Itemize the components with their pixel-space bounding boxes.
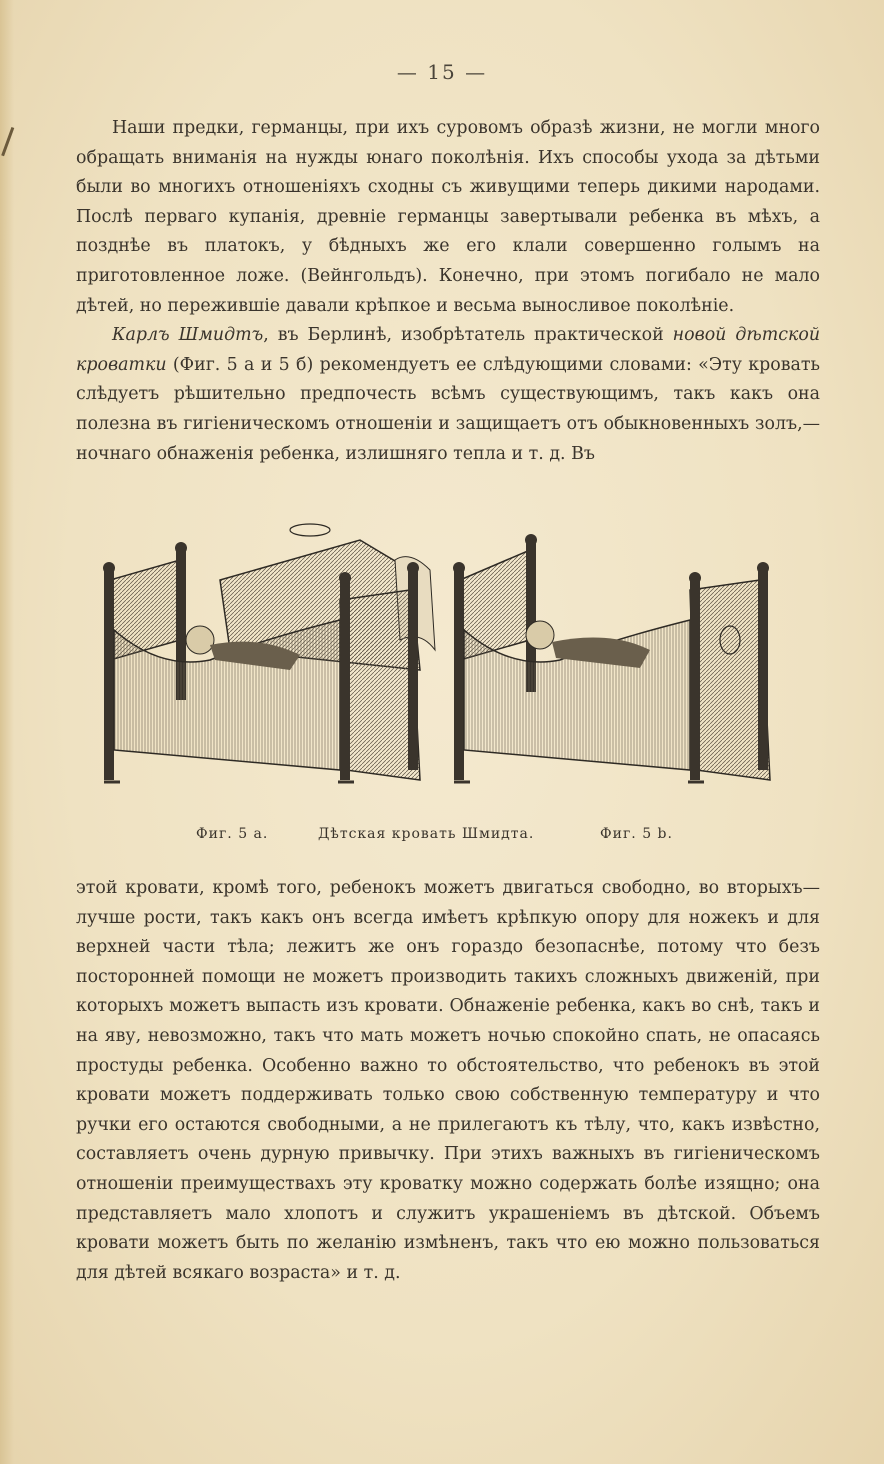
caption-fig-a: Фиг. 5 а.	[196, 826, 269, 842]
crib-a	[103, 524, 435, 782]
text-block-bottom	[76, 874, 820, 1288]
crib-b-post-foot	[758, 570, 768, 770]
text-block-top	[76, 114, 820, 469]
crib-b-post-front	[690, 580, 700, 780]
caption-title: Дѣтская кровать Шмидта.	[318, 826, 535, 842]
paragraph-germans: Наши предки, германцы, при ихъ суровомъ образѣ жизни, не могли много обращать вниманія на нужды юнаго поколѣнія. Ихъ способы ухода за дѣтьми были во многихъ отношеніяхъ сходны съ живущими теперь дикими народами. Послѣ перваго купанія, древніе германцы завертывали ребенка въ мѣхъ, а позднѣе въ платокъ, у бѣдныхъ же его клали совершенно голымъ на приготовленное ложе. (Вейнгольдъ). Конечно, при этомъ погибало не мало дѣтей, но пережившіе давали крѣпкое и весьма выносливое поколѣніе.	[76, 118, 820, 316]
paragraph-schmidt-part2: (Фиг. 5 а и 5 б) рекомендуетъ ее слѣдующими словами: «Эту кровать слѣдуетъ рѣшительно предпочесть всѣмъ существующимъ, такъ какъ она полезна въ гигіеническомъ отношеніи и защищаетъ отъ обыкновенныхъ золъ,—ночнаго обнаженія ребенка, излишняго тепла и т. д. Въ	[76, 354, 820, 464]
crib-a-post-front	[340, 580, 350, 780]
crib-b-baby-head	[526, 621, 554, 649]
page-number: — 15 —	[396, 60, 488, 84]
crib-a-post-foot	[408, 570, 418, 770]
figure-caption	[0, 826, 884, 850]
author-name: Карлъ Шмидтъ	[112, 325, 264, 346]
bed-name: новой дѣтской кроватки	[76, 325, 821, 375]
page-edge-shadow	[0, 0, 14, 1464]
figure-cribs	[90, 520, 790, 820]
paragraph-schmidt-part1: , въ Берлинѣ, изобрѣтатель практической	[263, 325, 673, 346]
paragraph-schmidt	[76, 321, 820, 469]
crib-b-post-left	[454, 570, 464, 780]
crib-a-post-left	[104, 570, 114, 780]
crib-a-bow	[290, 524, 330, 536]
crib-a-baby-head	[186, 626, 214, 654]
crib-illustration	[90, 520, 790, 820]
caption-fig-b: Фиг. 5 b.	[600, 826, 673, 842]
paragraph-continuation: этой кровати, кромѣ того, ребенокъ можетъ двигаться свободно, во вторыхъ—лучше рости, такъ какъ онъ всегда имѣетъ крѣпкую опору для ножекъ и для верхней части тѣла; лежитъ же онъ гораздо безопаснѣе, потому что безъ посторонней помощи не можетъ производить такихъ сложныхъ движеній, при которыхъ можетъ выпасть изъ кровати. Обнаженіе ребенка, какъ во снѣ, такъ и на яву, невозможно, такъ что мать можетъ ночью спокойно спать, не опасаясь простуды ребенка. Особенно важно то обстоятельство, что ребенокъ въ этой кровати можетъ поддерживать только свою собственную температуру и что ручки его остаются свободными, а не прилегаютъ къ тѣлу, что, какъ извѣстно, составляетъ очень дурную привычку. При этихъ важныхъ въ гигіеническомъ отношеніи преимуществахъ эту кроватку можно содержать болѣе изящно; она представляетъ мало хлопотъ и служитъ украшеніемъ въ дѣтской. Объемъ кровати можетъ быть по желанію измѣненъ, такъ что ею можно пользоваться для дѣтей всякаго возраста» и т. д.	[76, 878, 820, 1283]
crib-b	[453, 534, 770, 782]
